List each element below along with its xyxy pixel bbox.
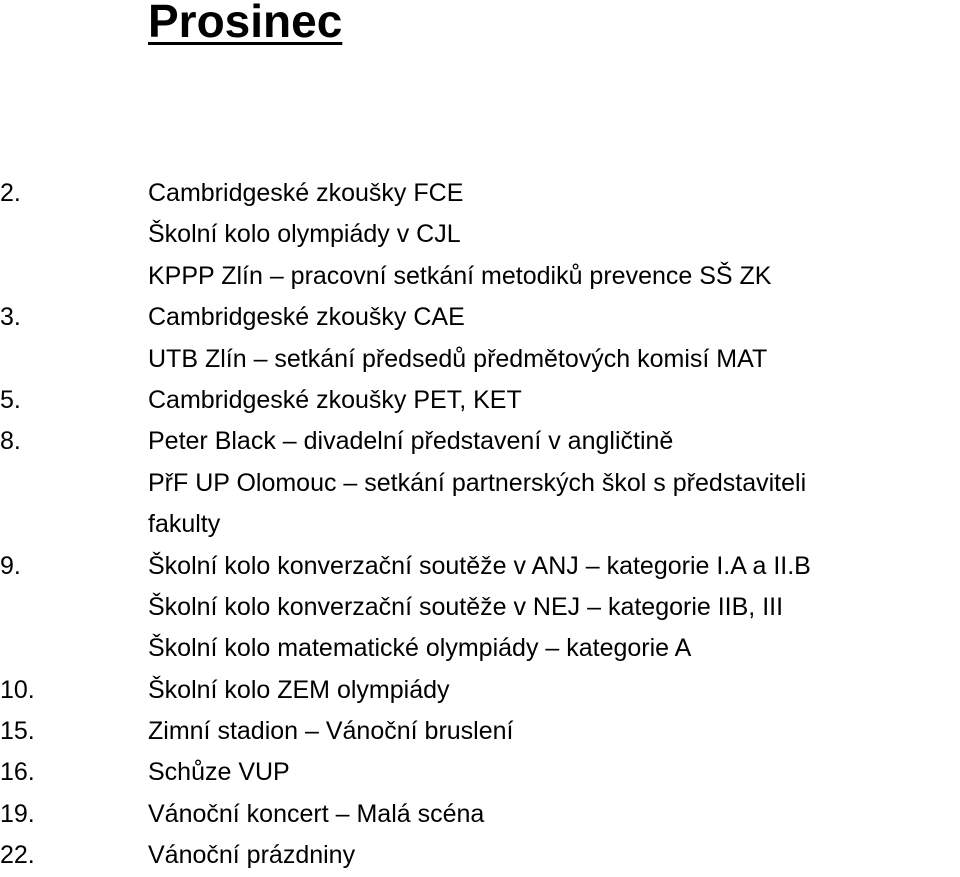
list-item-text: Školní kolo konverzační soutěže v ANJ – kategorie I.A a II.B: [148, 551, 811, 580]
list-item: [0, 546, 960, 587]
list-item: [0, 339, 960, 380]
event-list: [0, 173, 960, 877]
list-item-number: 22.: [0, 841, 35, 870]
list-item: [0, 421, 960, 462]
list-item-number: 15.: [0, 717, 35, 746]
list-item: [0, 463, 960, 504]
list-item: [0, 711, 960, 752]
list-item-number: 19.: [0, 799, 35, 828]
list-item-text: UTB Zlín – setkání předsedů předmětových komisí MAT: [148, 344, 768, 373]
list-item: [0, 297, 960, 338]
list-item-number: 5.: [0, 385, 21, 414]
list-item-text: Schůze VUP: [148, 758, 290, 787]
list-item-number: 3.: [0, 303, 21, 332]
list-item: [0, 380, 960, 421]
list-item-text: KPPP Zlín – pracovní setkání metodiků prevence SŠ ZK: [148, 261, 772, 290]
list-item-text: Cambridgeské zkoušky PET, KET: [148, 385, 522, 414]
list-item-text: Školní kolo olympiády v CJL: [148, 220, 461, 249]
list-item-text: Cambridgeské zkoušky CAE: [148, 303, 465, 332]
list-item: [0, 173, 960, 214]
page-title: Prosinec: [148, 0, 343, 47]
list-item-text: Školní kolo ZEM olympiády: [148, 675, 450, 704]
list-item-number: 8.: [0, 427, 21, 456]
list-item: [0, 587, 960, 628]
list-item: [0, 794, 960, 835]
list-item: [0, 835, 960, 876]
list-item-text: Zimní stadion – Vánoční bruslení: [148, 717, 514, 746]
list-item-text: Školní kolo konverzační soutěže v NEJ – kategorie IIB, III: [148, 592, 784, 621]
list-item-text: Peter Black – divadelní představení v angličtině: [148, 427, 674, 456]
list-item-text: Vánoční prázdniny: [148, 841, 356, 870]
list-item: [0, 256, 960, 297]
list-item-number: 2.: [0, 179, 21, 207]
list-item: [0, 504, 960, 545]
list-item: [0, 670, 960, 711]
list-item-number: 10.: [0, 675, 35, 704]
list-item: [0, 214, 960, 255]
list-item: [0, 628, 960, 669]
list-item-number: 16.: [0, 758, 35, 787]
list-item-text: Cambridgeské zkoušky FCE: [148, 179, 464, 207]
list-item-text: fakulty: [148, 510, 221, 539]
list-item: [0, 752, 960, 793]
list-item-text: Školní kolo matematické olympiády – kategorie A: [148, 634, 692, 663]
list-item-number: 9.: [0, 551, 21, 580]
list-item-text: Vánoční koncert – Malá scéna: [148, 799, 485, 828]
list-item-text: PřF UP Olomouc – setkání partnerských škol s představiteli: [148, 468, 807, 497]
